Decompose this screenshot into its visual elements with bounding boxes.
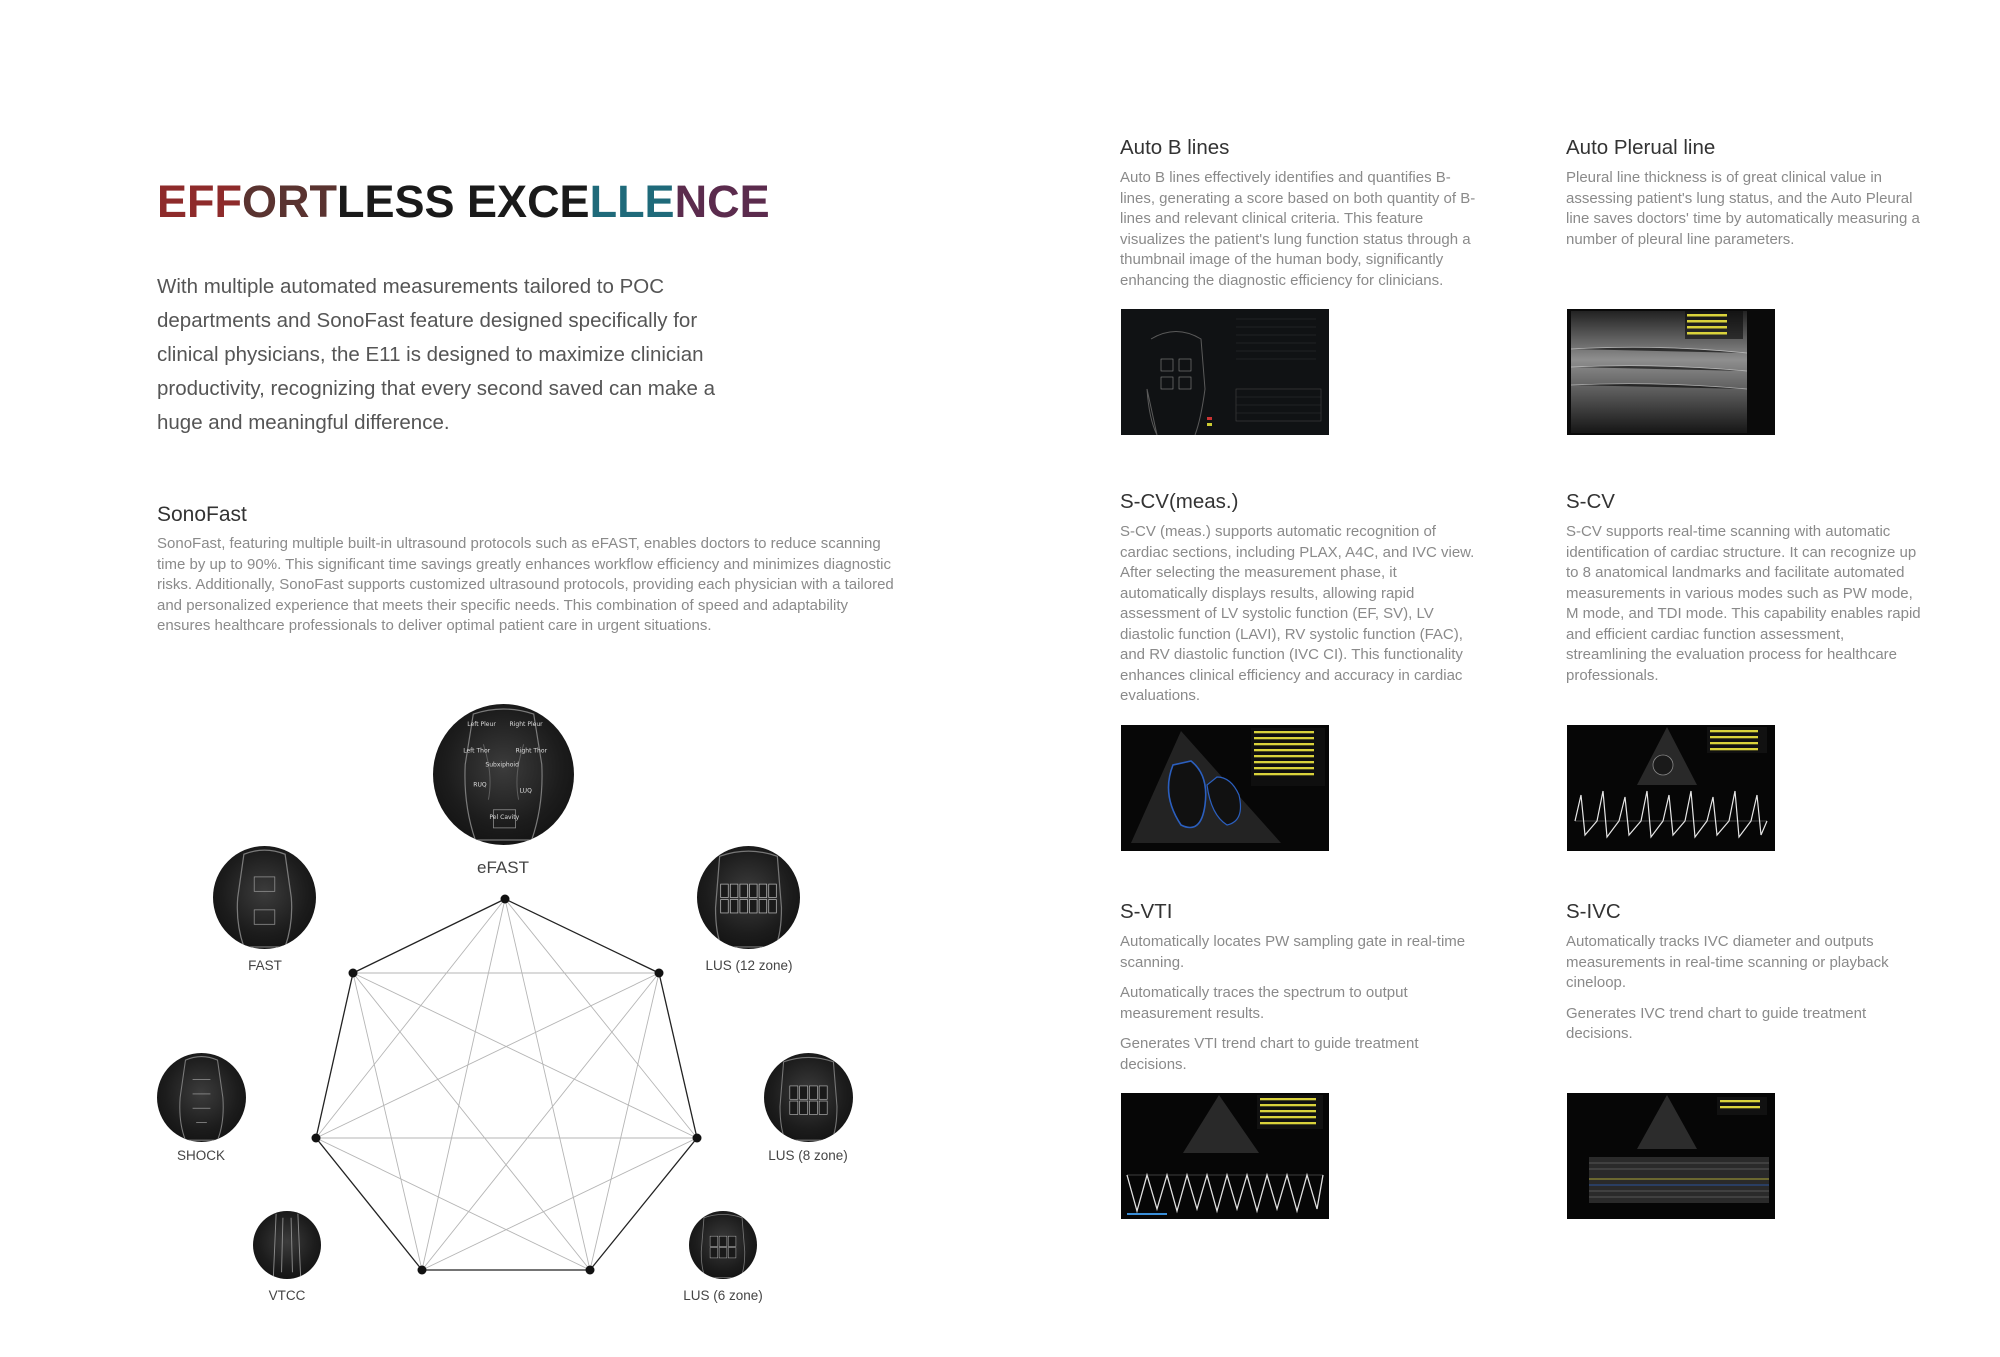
- lus-8-zone-thumbnail: [764, 1053, 853, 1142]
- protocol-label-lus-6: LUS (6 zone): [683, 1288, 763, 1303]
- protocol-label-lus-12: LUS (12 zone): [705, 958, 793, 973]
- title-segment: EFF: [157, 176, 242, 227]
- title-segment: ORT: [242, 176, 337, 227]
- efast-thumbnail: [433, 704, 574, 845]
- connection-line: [316, 973, 659, 1138]
- heptagon-edge: [590, 1138, 697, 1270]
- card-s-cv-meas: [1120, 490, 1480, 717]
- card-description: S-CV (meas.) supports automatic recognition of cardiac sections, including PLAX, A4C, and IVC view. After selecting the measurement phase, it automatically displays results, allowing rapid assessment of LV systolic function (EF, SV), LV diastolic function (LAVI), RV systolic function (FAC), and RV diastolic function (IVC CI). This functionality enhances clinical efficiency and accuracy in cardiac evaluations.: [1120, 523, 1475, 704]
- lus-6-zone-thumbnail: [689, 1211, 757, 1279]
- card-s-vti: [1120, 900, 1480, 1085]
- protocol-node-dot: [501, 895, 510, 904]
- connection-line: [353, 973, 697, 1138]
- connection-line: [422, 973, 659, 1270]
- sonofast-heading: SonoFast: [157, 503, 247, 526]
- heptagon-edge: [353, 899, 505, 973]
- protocol-node-dot: [586, 1266, 595, 1275]
- card-description: Pleural line thickness is of great clinical value in assessing patient's lung status, and the Auto Pleural line saves doctors' time by automatically measuring a number of pleural line parameters.: [1566, 169, 1920, 248]
- card-title: S-VTI: [1120, 900, 1173, 923]
- efast-region-label: Right Pleur: [509, 721, 543, 729]
- heptagon-edge: [659, 973, 697, 1138]
- protocol-node-dot: [418, 1266, 427, 1275]
- card-description: Automatically tracks IVC diameter and outputs measurements in real-time scanning or playback cineloop.: [1566, 933, 1889, 991]
- efast-region-label: RUQ: [473, 781, 487, 789]
- card-s-ivc: [1566, 900, 1926, 1055]
- s-cv-screenshot: [1567, 725, 1775, 851]
- protocol-label-efast: eFAST: [477, 858, 529, 877]
- efast-region-label: LUQ: [519, 787, 532, 795]
- connection-line: [422, 899, 505, 1270]
- connection-line: [505, 899, 590, 1270]
- efast-region-label: Pel Cavity: [489, 813, 520, 821]
- title-segment: LESS EXCE: [337, 176, 590, 227]
- efast-region-label: Right Thor: [515, 747, 548, 755]
- card-description: Auto B lines effectively identifies and quantifies B-lines, generating a score based on both quantity of B-lines and relevant clinical criteria. This feature visualizes the patient's lung function status through a thumbnail image of the human body, significantly enhancing the diagnostic efficiency for clinicians.: [1120, 169, 1476, 289]
- connection-line: [316, 899, 505, 1138]
- protocol-node-dot: [349, 969, 358, 978]
- card-auto-b-lines: [1120, 136, 1480, 301]
- intro-paragraph: With multiple automated measurements tailored to POC departments and SonoFast feature designed specifically for clinical physicians, the E11 is designed to maximize clinician productivity, recognizing that every second saved can make a huge and meaningful difference.: [157, 275, 715, 434]
- card-title: S-IVC: [1566, 900, 1621, 923]
- efast-body-diagram: [433, 704, 574, 845]
- s-vti-screenshot: [1121, 1093, 1329, 1219]
- vtcc-thumbnail: [253, 1211, 321, 1279]
- card-title: S-CV: [1566, 490, 1615, 513]
- title-segment: NCE: [674, 176, 770, 227]
- protocol-node-dot: [693, 1134, 702, 1143]
- card-title: Auto Plerual line: [1566, 136, 1716, 159]
- card-auto-pleural-line: [1566, 136, 1926, 260]
- s-ivc-screenshot: [1567, 1093, 1775, 1219]
- sonofast-description: SonoFast, featuring multiple built-in ultrasound protocols such as eFAST, enables doctors to reduce scanning time by up to 90%. This significant time savings greatly enhances workflow efficiency and minimizes diagnostic risks. Additionally, SonoFast supports customized ultrasound protocols, providing each physician with a tailored and personalized experience that meets their specific needs. This combination of speed and adaptability ensures healthcare professionals to deliver optimal patient care in urgent situations.: [157, 535, 894, 634]
- connection-line: [422, 1138, 697, 1270]
- title-segment: LLE: [589, 176, 675, 227]
- heptagon-edge: [316, 973, 353, 1138]
- fast-thumbnail: [213, 846, 316, 949]
- auto-pleural-line-screenshot: [1567, 309, 1775, 435]
- protocol-node-dot: [312, 1134, 321, 1143]
- card-description: Automatically locates PW sampling gate in real-time scanning.: [1120, 933, 1466, 971]
- efast-region-label: Left Thor: [463, 747, 491, 755]
- heptagon-edge: [505, 899, 659, 973]
- auto-b-lines-screenshot: [1121, 309, 1329, 435]
- card-description: Generates IVC trend chart to guide treatment decisions.: [1566, 1004, 1867, 1042]
- protocol-node-dot: [655, 969, 664, 978]
- card-title: S-CV(meas.): [1120, 490, 1239, 513]
- protocol-label-shock: SHOCK: [176, 1148, 226, 1163]
- card-description: S-CV supports real-time scanning with automatic identification of cardiac structure. It can recognize up to 8 anatomical landmarks and facilitate automated measurements in various modes such as PW mode, M mode, and TDI mode. This capability enables rapid and efficient cardiac function assessment, streamlining the evaluation process for healthcare professionals.: [1566, 523, 1921, 684]
- card-s-cv: [1566, 490, 1926, 696]
- protocol-label-lus-8: LUS (8 zone): [768, 1148, 848, 1163]
- heptagon-edge: [316, 1138, 422, 1270]
- card-description: Automatically traces the spectrum to output measurement results.: [1120, 984, 1408, 1022]
- lus-12-zone-thumbnail: [697, 846, 800, 949]
- efast-region-label: Subxiphoid: [485, 761, 519, 769]
- connection-line: [353, 973, 422, 1270]
- connection-line: [590, 973, 659, 1270]
- protocol-label-fast: FAST: [248, 958, 282, 973]
- card-title: Auto B lines: [1120, 136, 1230, 159]
- card-description: Generates VTI trend chart to guide treatment decisions.: [1120, 1035, 1419, 1073]
- shock-thumbnail: [157, 1053, 246, 1142]
- connection-line: [316, 1138, 590, 1270]
- page-title: [157, 176, 770, 228]
- protocol-label-vtcc: VTCC: [268, 1288, 306, 1303]
- efast-region-label: Left Pleur: [467, 721, 496, 729]
- connection-line: [505, 899, 697, 1138]
- s-cv-meas-screenshot: [1121, 725, 1329, 851]
- connection-line: [353, 973, 590, 1270]
